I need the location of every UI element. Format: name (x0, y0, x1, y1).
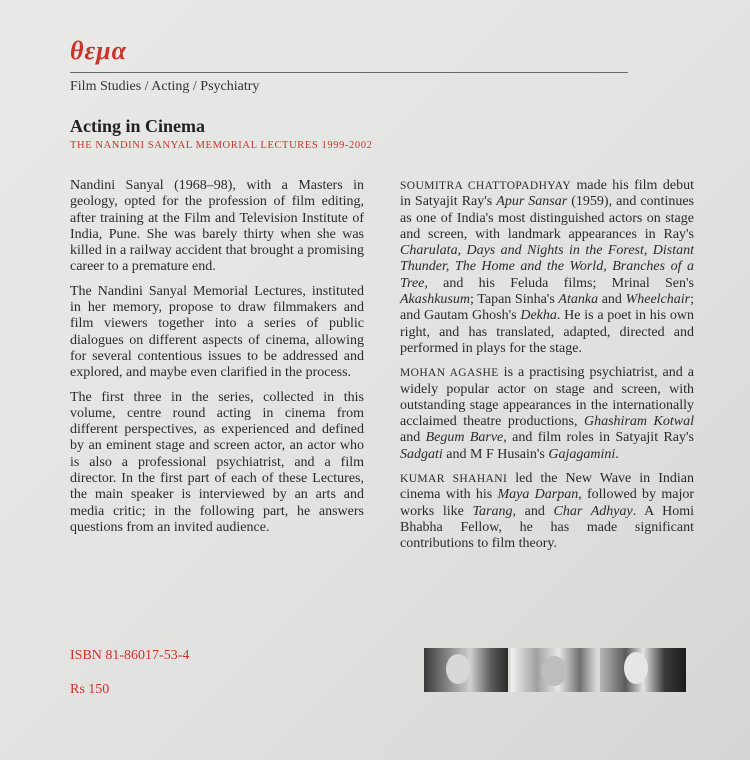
bio-name: MOHAN AGASHE (400, 367, 499, 380)
bio-soumitra-chattopadhyay: SOUMITRA CHATTOPADHYAY made his film debut in Satyajit Ray's Apur Sansar (1959), and continues as one of India's most distinguished actors on stage and screen, with landmark appearances in Ray's Charulata, Days and Nights in the Forest, Distant Thunder, The Home and the World, Branches of a Tree, and his Feluda films; Mrinal Sen's Akashkusum; Tapan Sinha's Atanka and Wheelchair; and Gautam Ghosh's Dekha. He is a poet in his own right, and has translated, adapted, directed and performed in plays for the stage. (400, 178, 695, 356)
paragraph-series-description: The first three in the series, collected in this volume, centre round acting in cinema from different perspectives, as experienced and defined by an eminent stage and screen actor, an actor who is also a professional psychiatrist, and a film director. In the first part of each of these Lectures, the main speaker is interviewed by an arts and media critic; in the following part, he answers questions from an invited audience. (70, 389, 364, 535)
book-subtitle: THE NANDINI SANYAL MEMORIAL LECTURES 1999-2002 (70, 140, 373, 151)
photo-kumar-shahani (600, 648, 686, 692)
right-text-column (400, 178, 694, 561)
publisher-logo: θεμα (70, 36, 128, 65)
bio-kumar-shahani: KUMAR SHAHANI led the New Wave in Indian cinema with his Maya Darpan, followed by major works like Tarang, and Char Adhyay. A Homi Bhabha Fellow, he has made significant contributions to film theory. (400, 471, 695, 552)
left-text-column (70, 178, 364, 544)
book-title: Acting in Cinema (70, 116, 205, 136)
isbn-number: ISBN 81-86017-53-4 (70, 648, 190, 663)
bio-mohan-agashe: MOHAN AGASHE is a practising psychiatrist, and a widely popular actor on stage and screen, with outstanding stage appearances in the internationally acclaimed theatre productions, Ghashiram Kotwal and Begum Barve, and film roles in Satyajit Ray's Sadgati and M F Husain's Gajagamini. (400, 365, 694, 462)
bio-name: SOUMITRA CHATTOPADHYAY (400, 180, 572, 192)
paragraph-memorial-lectures: The Nandini Sanyal Memorial Lectures, instituted in her memory, propose to draw filmmakers and film viewers together into a series of public dialogues on different aspects of cinema, allowing for several contentious issues to be addressed and explored, and maybe even clarified in the process. (70, 283, 364, 381)
photo-soumitra-chattopadhyay (424, 648, 508, 692)
header-divider (70, 72, 628, 73)
author-photos (424, 648, 689, 692)
price-label: Rs 150 (70, 682, 110, 697)
photo-mohan-agashe (511, 648, 597, 692)
paragraph-nandini-sanyal: Nandini Sanyal (1968–98), with a Masters in geology, opted for the profession of film editing, after training at the Film and Television Institute of India, Pune. She was barely thirty when she was killed in a railway accident that brought a promising career to a premature end. (70, 178, 364, 275)
subject-categories: Film Studies / Acting / Psychiatry (70, 79, 260, 94)
bio-name: KUMAR SHAHANI (400, 473, 508, 486)
